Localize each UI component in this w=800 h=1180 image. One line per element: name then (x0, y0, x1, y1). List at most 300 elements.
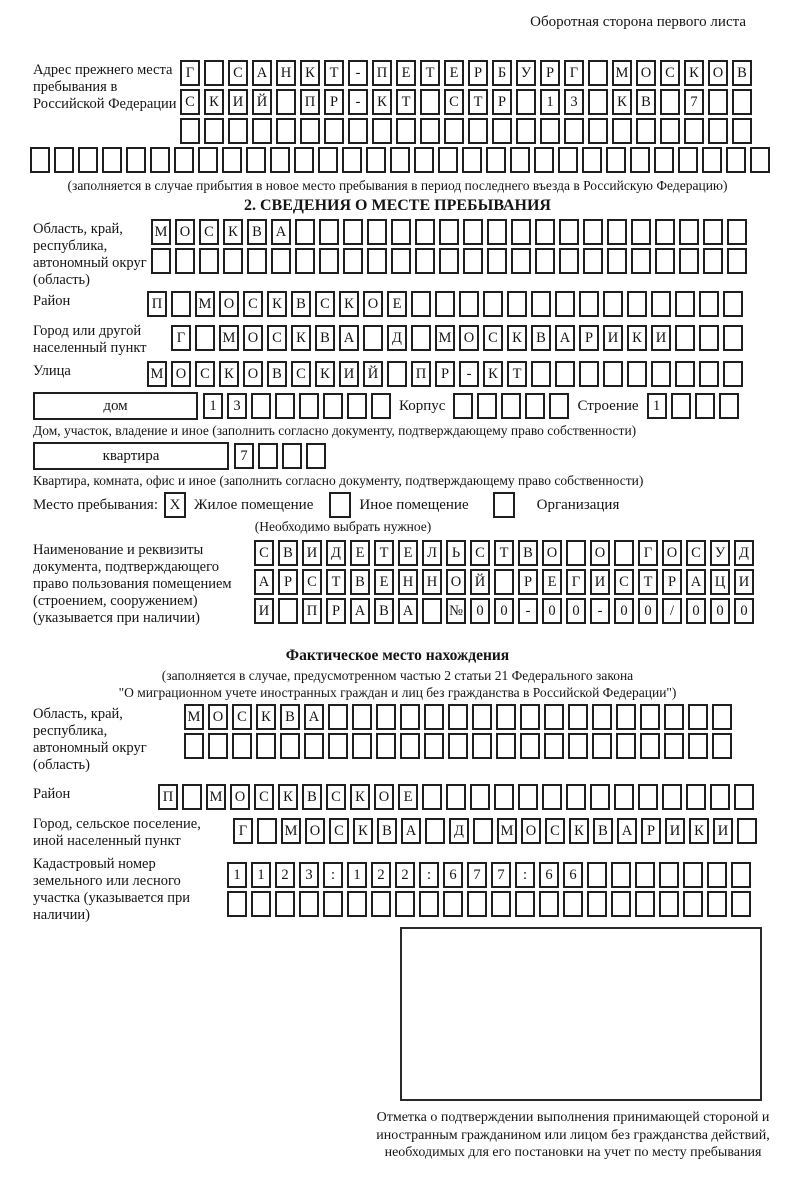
form-cell[interactable] (611, 862, 631, 888)
form-cell[interactable]: О (636, 60, 656, 86)
form-cell[interactable] (299, 891, 319, 917)
form-cell[interactable]: А (617, 818, 637, 844)
form-cell[interactable]: С (254, 784, 274, 810)
form-cell[interactable]: П (147, 291, 167, 317)
form-cell[interactable] (579, 291, 599, 317)
form-cell[interactable]: С (614, 569, 634, 595)
form-cell[interactable]: М (195, 291, 215, 317)
form-cell[interactable]: В (732, 60, 752, 86)
form-cell[interactable]: Е (398, 784, 418, 810)
form-cell[interactable] (425, 818, 445, 844)
form-cell[interactable]: Г (171, 325, 191, 351)
form-cell[interactable] (664, 704, 684, 730)
form-cell[interactable] (467, 891, 487, 917)
form-cell[interactable]: О (243, 325, 263, 351)
form-cell[interactable] (671, 393, 691, 419)
form-cell[interactable] (520, 704, 540, 730)
form-cell[interactable] (516, 89, 536, 115)
form-cell[interactable]: В (280, 704, 300, 730)
form-cell[interactable]: - (590, 598, 610, 624)
form-cell[interactable] (323, 891, 343, 917)
form-cell[interactable] (232, 733, 252, 759)
form-cell[interactable]: А (271, 219, 291, 245)
form-cell[interactable] (30, 147, 50, 173)
form-cell[interactable] (275, 891, 295, 917)
form-cell[interactable] (660, 89, 680, 115)
form-cell[interactable]: Д (326, 540, 346, 566)
form-cell[interactable]: 1 (647, 393, 667, 419)
form-cell[interactable]: В (291, 291, 311, 317)
form-cell[interactable] (566, 784, 586, 810)
form-cell[interactable]: 6 (443, 862, 463, 888)
form-cell[interactable]: Т (507, 361, 527, 387)
form-cell[interactable] (699, 361, 719, 387)
form-cell[interactable]: 6 (563, 862, 583, 888)
form-cell[interactable] (195, 325, 215, 351)
form-cell[interactable]: С (254, 540, 274, 566)
form-cell[interactable] (640, 704, 660, 730)
form-cell[interactable] (678, 147, 698, 173)
form-cell[interactable]: В (302, 784, 322, 810)
form-cell[interactable]: С (267, 325, 287, 351)
form-cell[interactable]: С (291, 361, 311, 387)
form-cell[interactable] (587, 862, 607, 888)
form-cell[interactable] (182, 784, 202, 810)
form-cell[interactable]: Е (387, 291, 407, 317)
form-cell[interactable]: Е (542, 569, 562, 595)
form-cell[interactable] (675, 325, 695, 351)
form-cell[interactable] (446, 784, 466, 810)
form-cell[interactable]: К (223, 219, 243, 245)
form-cell[interactable]: Й (252, 89, 272, 115)
form-cell[interactable] (568, 733, 588, 759)
form-cell[interactable]: К (684, 60, 704, 86)
form-cell[interactable] (568, 704, 588, 730)
form-cell[interactable] (494, 784, 514, 810)
form-cell[interactable] (640, 733, 660, 759)
form-cell[interactable]: Р (492, 89, 512, 115)
form-cell[interactable]: М (151, 219, 171, 245)
form-cell[interactable] (734, 784, 754, 810)
form-cell[interactable] (712, 733, 732, 759)
form-cell[interactable]: Р (540, 60, 560, 86)
form-cell[interactable]: Е (350, 540, 370, 566)
form-cell[interactable] (679, 219, 699, 245)
form-cell[interactable] (435, 291, 455, 317)
form-cell[interactable]: В (247, 219, 267, 245)
form-cell[interactable] (564, 118, 584, 144)
form-cell[interactable]: 6 (539, 862, 559, 888)
form-cell[interactable] (400, 704, 420, 730)
form-cell[interactable] (719, 393, 739, 419)
form-cell[interactable] (588, 89, 608, 115)
form-cell[interactable]: С (660, 60, 680, 86)
form-cell[interactable]: И (302, 540, 322, 566)
form-cell[interactable] (723, 291, 743, 317)
form-cell[interactable] (257, 818, 277, 844)
form-cell[interactable] (708, 89, 728, 115)
form-cell[interactable]: - (348, 89, 368, 115)
form-cell[interactable] (531, 291, 551, 317)
form-cell[interactable]: 2 (395, 862, 415, 888)
form-cell[interactable]: К (256, 704, 276, 730)
form-cell[interactable]: В (374, 598, 394, 624)
form-cell[interactable]: О (521, 818, 541, 844)
form-cell[interactable] (324, 118, 344, 144)
checkbox-residential[interactable]: X (164, 492, 186, 518)
form-cell[interactable] (280, 733, 300, 759)
form-cell[interactable] (424, 704, 444, 730)
form-cell[interactable] (518, 784, 538, 810)
form-cell[interactable] (363, 325, 383, 351)
form-cell[interactable]: В (518, 540, 538, 566)
form-cell[interactable]: У (710, 540, 730, 566)
form-cell[interactable] (723, 361, 743, 387)
form-cell[interactable] (614, 784, 634, 810)
form-cell[interactable] (252, 118, 272, 144)
form-cell[interactable]: Д (387, 325, 407, 351)
form-cell[interactable] (175, 248, 195, 274)
form-cell[interactable]: О (243, 361, 263, 387)
form-cell[interactable] (510, 147, 530, 173)
form-cell[interactable] (616, 704, 636, 730)
form-cell[interactable] (631, 248, 651, 274)
form-cell[interactable] (126, 147, 146, 173)
form-cell[interactable]: А (252, 60, 272, 86)
form-cell[interactable]: Е (374, 569, 394, 595)
form-cell[interactable]: И (590, 569, 610, 595)
form-cell[interactable] (540, 118, 560, 144)
form-cell[interactable] (737, 818, 757, 844)
form-cell[interactable]: Н (398, 569, 418, 595)
form-cell[interactable] (258, 443, 278, 469)
form-cell[interactable] (400, 733, 420, 759)
form-cell[interactable] (731, 891, 751, 917)
form-cell[interactable] (247, 248, 267, 274)
form-cell[interactable] (411, 291, 431, 317)
form-cell[interactable] (544, 704, 564, 730)
form-cell[interactable]: К (353, 818, 373, 844)
form-cell[interactable]: Т (324, 60, 344, 86)
form-cell[interactable] (453, 393, 473, 419)
form-cell[interactable] (511, 219, 531, 245)
form-cell[interactable] (702, 147, 722, 173)
form-cell[interactable]: А (339, 325, 359, 351)
form-cell[interactable]: : (515, 862, 535, 888)
form-cell[interactable] (299, 393, 319, 419)
form-cell[interactable]: 1 (251, 862, 271, 888)
form-cell[interactable]: 2 (275, 862, 295, 888)
form-cell[interactable] (616, 733, 636, 759)
form-cell[interactable] (390, 147, 410, 173)
form-cell[interactable] (276, 89, 296, 115)
form-cell[interactable]: Г (180, 60, 200, 86)
form-cell[interactable]: К (278, 784, 298, 810)
form-cell[interactable] (174, 147, 194, 173)
form-cell[interactable]: Т (326, 569, 346, 595)
form-cell[interactable]: Ц (710, 569, 730, 595)
form-cell[interactable]: Г (566, 569, 586, 595)
form-cell[interactable] (555, 361, 575, 387)
form-cell[interactable]: С (199, 219, 219, 245)
form-cell[interactable]: В (315, 325, 335, 351)
form-cell[interactable] (199, 248, 219, 274)
form-cell[interactable] (472, 733, 492, 759)
form-cell[interactable] (251, 891, 271, 917)
form-cell[interactable]: 0 (470, 598, 490, 624)
form-cell[interactable] (151, 248, 171, 274)
form-cell[interactable]: М (435, 325, 455, 351)
checkbox-organization[interactable] (493, 492, 515, 518)
form-cell[interactable] (342, 147, 362, 173)
form-cell[interactable]: Р (468, 60, 488, 86)
form-cell[interactable]: К (689, 818, 709, 844)
form-cell[interactable] (731, 862, 751, 888)
form-cell[interactable]: Ь (446, 540, 466, 566)
form-cell[interactable]: К (372, 89, 392, 115)
form-cell[interactable]: И (734, 569, 754, 595)
form-cell[interactable]: Р (324, 89, 344, 115)
form-cell[interactable]: : (419, 862, 439, 888)
form-cell[interactable] (542, 784, 562, 810)
form-cell[interactable] (304, 733, 324, 759)
form-cell[interactable] (171, 291, 191, 317)
form-cell[interactable] (366, 147, 386, 173)
form-cell[interactable]: В (531, 325, 551, 351)
form-cell[interactable] (631, 219, 651, 245)
form-cell[interactable]: О (219, 291, 239, 317)
form-cell[interactable] (415, 219, 435, 245)
form-cell[interactable]: В (636, 89, 656, 115)
form-cell[interactable] (664, 733, 684, 759)
form-cell[interactable]: М (206, 784, 226, 810)
form-cell[interactable] (294, 147, 314, 173)
form-cell[interactable] (396, 118, 416, 144)
form-cell[interactable] (750, 147, 770, 173)
form-cell[interactable] (511, 248, 531, 274)
form-cell[interactable]: 7 (467, 862, 487, 888)
form-cell[interactable] (654, 147, 674, 173)
checkbox-other-premises[interactable] (329, 492, 351, 518)
form-cell[interactable] (659, 862, 679, 888)
form-cell[interactable] (328, 704, 348, 730)
form-cell[interactable]: И (254, 598, 274, 624)
form-cell[interactable]: М (281, 818, 301, 844)
form-cell[interactable] (376, 704, 396, 730)
form-cell[interactable] (352, 704, 372, 730)
form-cell[interactable]: Н (276, 60, 296, 86)
form-cell[interactable]: К (291, 325, 311, 351)
form-cell[interactable] (439, 219, 459, 245)
form-cell[interactable] (531, 361, 551, 387)
form-cell[interactable] (686, 784, 706, 810)
form-cell[interactable]: 0 (494, 598, 514, 624)
form-cell[interactable]: Б (492, 60, 512, 86)
form-cell[interactable]: Г (233, 818, 253, 844)
form-cell[interactable] (727, 219, 747, 245)
form-cell[interactable]: 3 (227, 393, 247, 419)
form-cell[interactable] (592, 704, 612, 730)
form-cell[interactable] (271, 248, 291, 274)
form-cell[interactable]: 7 (234, 443, 254, 469)
form-cell[interactable] (555, 291, 575, 317)
form-cell[interactable]: Р (278, 569, 298, 595)
form-cell[interactable] (712, 704, 732, 730)
form-cell[interactable] (732, 118, 752, 144)
form-cell[interactable] (251, 393, 271, 419)
form-cell[interactable]: Р (662, 569, 682, 595)
form-cell[interactable] (275, 393, 295, 419)
form-cell[interactable] (684, 118, 704, 144)
form-cell[interactable]: С (329, 818, 349, 844)
form-cell[interactable] (424, 733, 444, 759)
form-cell[interactable]: П (302, 598, 322, 624)
form-cell[interactable] (708, 118, 728, 144)
form-cell[interactable]: Т (374, 540, 394, 566)
form-cell[interactable]: 3 (299, 862, 319, 888)
form-cell[interactable] (223, 248, 243, 274)
form-cell[interactable]: К (483, 361, 503, 387)
form-cell[interactable]: И (665, 818, 685, 844)
form-cell[interactable] (579, 361, 599, 387)
form-cell[interactable]: М (184, 704, 204, 730)
form-cell[interactable] (627, 291, 647, 317)
form-cell[interactable] (395, 891, 415, 917)
form-cell[interactable]: В (278, 540, 298, 566)
form-cell[interactable]: А (555, 325, 575, 351)
form-cell[interactable] (675, 361, 695, 387)
form-cell[interactable]: Т (468, 89, 488, 115)
form-cell[interactable]: С (545, 818, 565, 844)
form-cell[interactable]: Т (638, 569, 658, 595)
form-cell[interactable]: - (348, 60, 368, 86)
form-cell[interactable]: 0 (734, 598, 754, 624)
form-cell[interactable]: Р (641, 818, 661, 844)
form-cell[interactable] (662, 784, 682, 810)
form-cell[interactable] (583, 248, 603, 274)
form-cell[interactable]: К (300, 60, 320, 86)
form-cell[interactable]: А (350, 598, 370, 624)
form-cell[interactable] (371, 393, 391, 419)
form-cell[interactable]: А (304, 704, 324, 730)
form-cell[interactable]: 7 (491, 862, 511, 888)
form-cell[interactable] (422, 784, 442, 810)
form-cell[interactable] (222, 147, 242, 173)
form-cell[interactable] (507, 291, 527, 317)
form-cell[interactable]: С (302, 569, 322, 595)
form-cell[interactable] (563, 891, 583, 917)
form-cell[interactable] (515, 891, 535, 917)
form-cell[interactable] (588, 60, 608, 86)
form-cell[interactable]: П (411, 361, 431, 387)
form-cell[interactable] (228, 118, 248, 144)
form-cell[interactable]: П (300, 89, 320, 115)
form-cell[interactable] (300, 118, 320, 144)
form-cell[interactable] (732, 89, 752, 115)
form-cell[interactable] (638, 784, 658, 810)
form-cell[interactable]: Т (396, 89, 416, 115)
form-cell[interactable] (683, 862, 703, 888)
form-cell[interactable]: 0 (638, 598, 658, 624)
form-cell[interactable] (494, 569, 514, 595)
form-cell[interactable]: 3 (564, 89, 584, 115)
form-cell[interactable] (723, 325, 743, 351)
form-cell[interactable]: О (459, 325, 479, 351)
form-cell[interactable] (607, 219, 627, 245)
form-cell[interactable]: Р (435, 361, 455, 387)
form-cell[interactable]: О (171, 361, 191, 387)
form-cell[interactable]: О (446, 569, 466, 595)
form-cell[interactable] (651, 291, 671, 317)
form-cell[interactable]: И (603, 325, 623, 351)
form-cell[interactable] (463, 248, 483, 274)
form-cell[interactable] (655, 248, 675, 274)
form-cell[interactable]: Й (470, 569, 490, 595)
form-cell[interactable]: М (147, 361, 167, 387)
form-cell[interactable]: К (204, 89, 224, 115)
form-cell[interactable] (443, 891, 463, 917)
form-cell[interactable] (348, 118, 368, 144)
form-cell[interactable]: П (158, 784, 178, 810)
form-cell[interactable] (659, 891, 679, 917)
form-cell[interactable] (544, 733, 564, 759)
form-cell[interactable] (491, 891, 511, 917)
form-cell[interactable] (486, 147, 506, 173)
form-cell[interactable]: К (627, 325, 647, 351)
form-cell[interactable]: М (497, 818, 517, 844)
form-cell[interactable] (660, 118, 680, 144)
form-cell[interactable]: 2 (371, 862, 391, 888)
form-cell[interactable] (347, 891, 367, 917)
form-cell[interactable] (651, 361, 671, 387)
form-cell[interactable] (539, 891, 559, 917)
form-cell[interactable] (343, 248, 363, 274)
form-cell[interactable] (198, 147, 218, 173)
form-cell[interactable]: О (708, 60, 728, 86)
form-cell[interactable]: Л (422, 540, 442, 566)
form-cell[interactable] (387, 361, 407, 387)
form-cell[interactable] (559, 248, 579, 274)
form-cell[interactable] (282, 443, 302, 469)
form-cell[interactable] (204, 60, 224, 86)
form-cell[interactable]: В (267, 361, 287, 387)
form-cell[interactable] (635, 862, 655, 888)
form-cell[interactable]: 0 (614, 598, 634, 624)
form-cell[interactable]: Т (420, 60, 440, 86)
form-cell[interactable] (525, 393, 545, 419)
form-cell[interactable] (439, 248, 459, 274)
form-cell[interactable] (699, 325, 719, 351)
form-cell[interactable]: С (470, 540, 490, 566)
form-cell[interactable]: И (228, 89, 248, 115)
form-cell[interactable] (150, 147, 170, 173)
form-cell[interactable] (54, 147, 74, 173)
form-cell[interactable] (695, 393, 715, 419)
form-cell[interactable] (703, 248, 723, 274)
form-cell[interactable]: 1 (540, 89, 560, 115)
form-cell[interactable] (477, 393, 497, 419)
form-cell[interactable] (614, 540, 634, 566)
form-cell[interactable] (276, 118, 296, 144)
form-cell[interactable]: К (219, 361, 239, 387)
form-cell[interactable] (487, 219, 507, 245)
form-cell[interactable] (707, 891, 727, 917)
form-cell[interactable] (102, 147, 122, 173)
form-cell[interactable]: К (350, 784, 370, 810)
form-cell[interactable] (612, 118, 632, 144)
form-cell[interactable] (582, 147, 602, 173)
form-cell[interactable]: О (590, 540, 610, 566)
